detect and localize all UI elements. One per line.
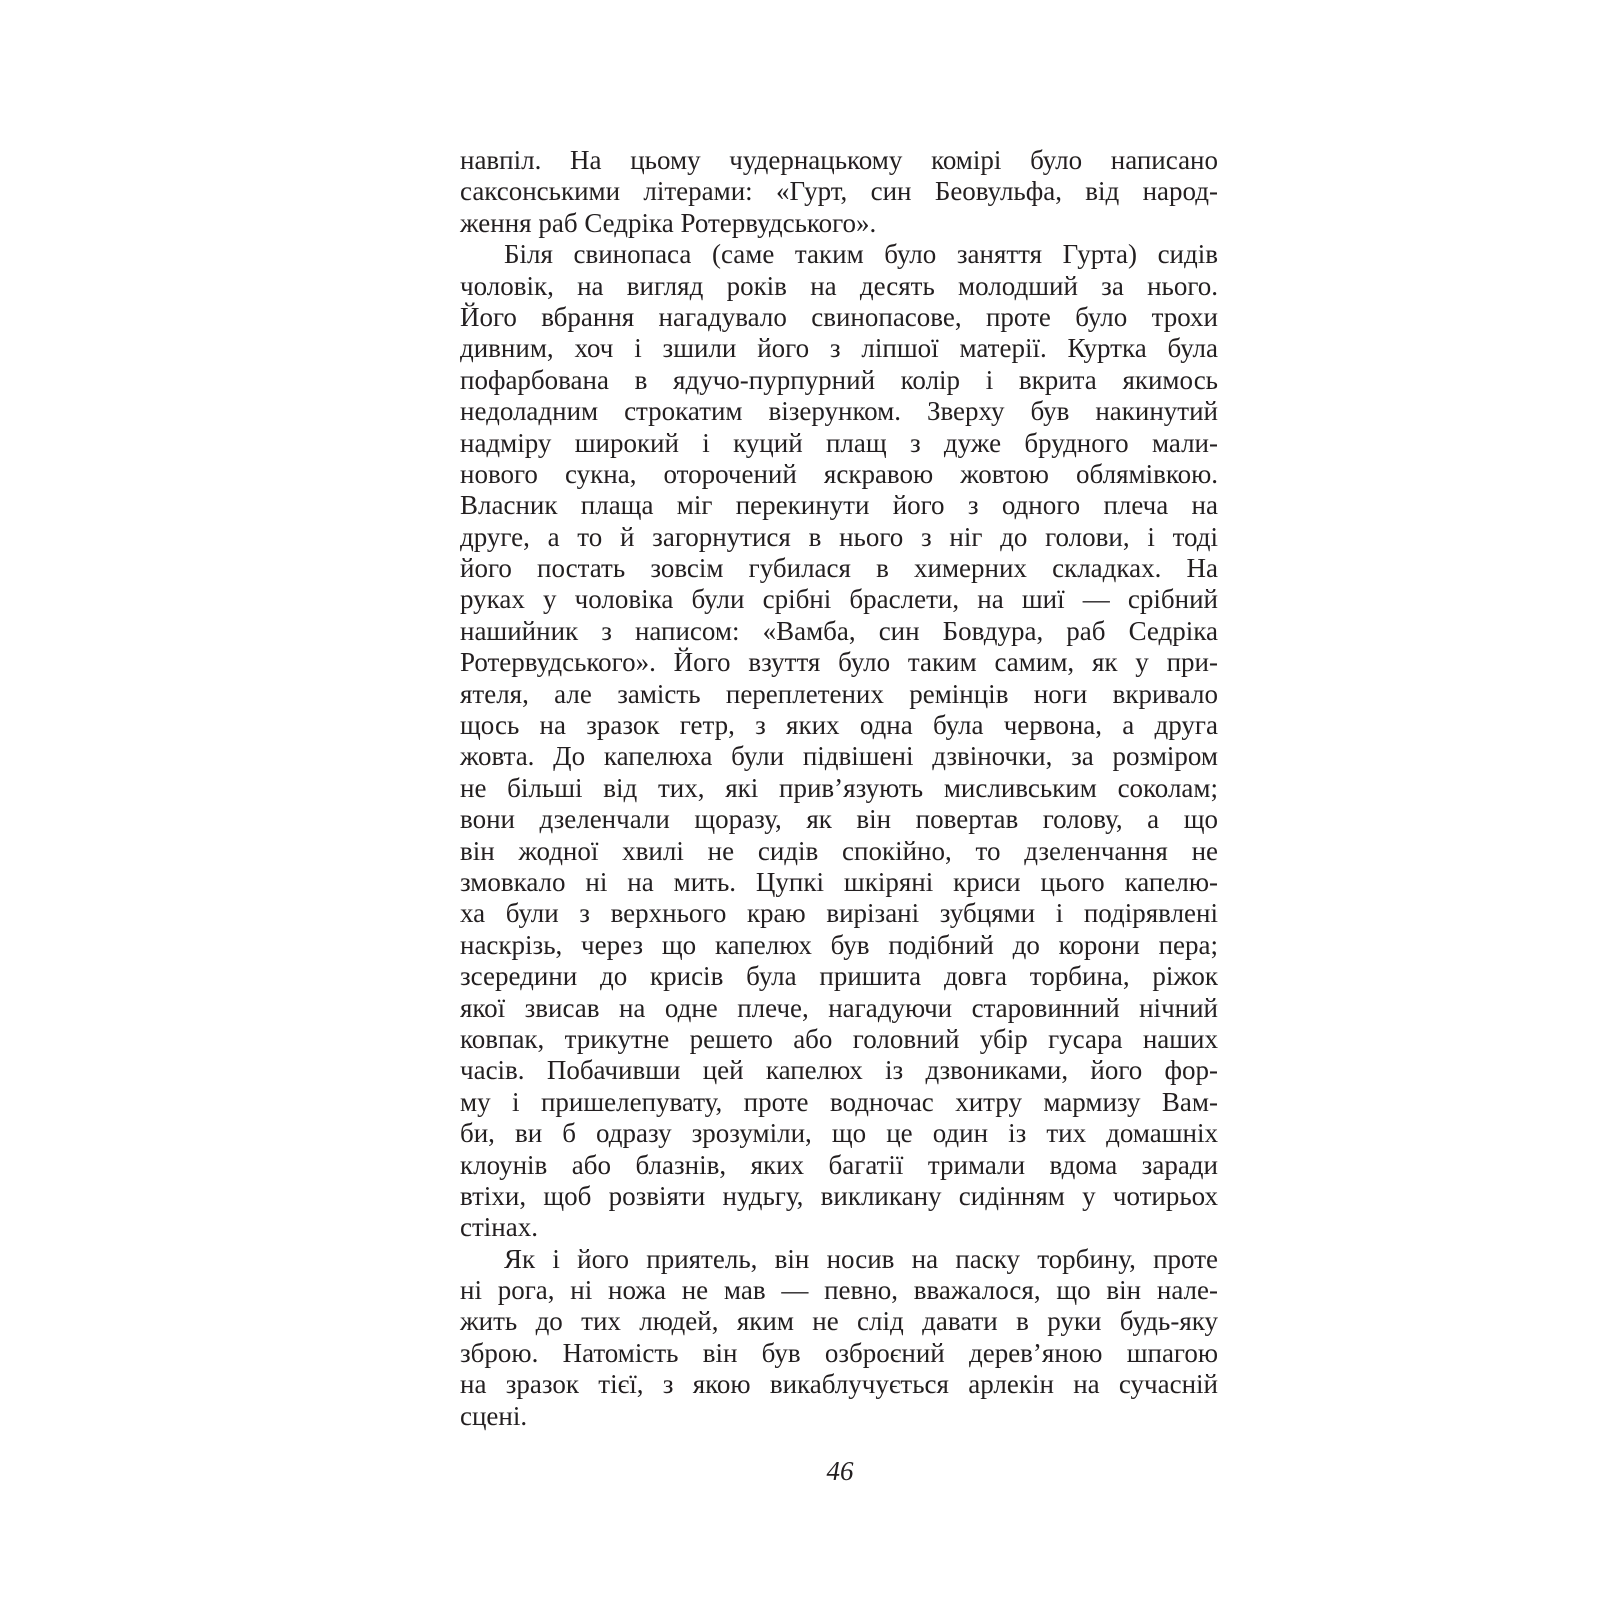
paragraph-3 bbox=[460, 1244, 1218, 1432]
text-line: жовта. До капелюха були підвішені дзвіночки, за розміром bbox=[460, 741, 1218, 772]
text-line: ятеля, але замість переплетених ремінців ноги вкривало bbox=[460, 678, 1218, 709]
paragraph-1 bbox=[460, 145, 1218, 239]
text-line: зброю. Натомість він був озброєний дерев’яною шпагою bbox=[460, 1337, 1218, 1368]
text-line: зсередини до крисів була пришита довга торбина, ріжок bbox=[460, 961, 1218, 992]
text-line: стінах. bbox=[460, 1212, 538, 1243]
text-line: він жодної хвилі не сидів спокійно, то дзеленчання не bbox=[460, 835, 1218, 866]
text-line: змовкало ні на мить. Цупкі шкіряні криси цього капелю- bbox=[460, 866, 1218, 897]
text-line: Як і його приятель, він носив на паску торбину, проте bbox=[504, 1243, 1218, 1274]
text-line: Біля свинопаса (саме таким було заняття Гурта) сидів bbox=[504, 239, 1218, 270]
text-line: нашийник з написом: «Вамба, син Бовдура, раб Седріка bbox=[460, 615, 1218, 646]
text-line: на зразок тієї, з якою викаблучується арлекін на сучасній bbox=[460, 1369, 1218, 1400]
text-line: жить до тих людей, яким не слід давати в руки будь-яку bbox=[460, 1306, 1218, 1337]
text-line: пофарбована в ядучо-пурпурний колір і вкрита якимось bbox=[460, 364, 1218, 395]
text-line: щось на зразок гетр, з яких одна була червона, а друга bbox=[460, 710, 1218, 741]
text-line: Власник плаща міг перекинути його з одного плеча на bbox=[460, 490, 1218, 521]
paragraph-2 bbox=[460, 239, 1218, 1244]
text-line: дивним, хоч і зшили його з ліпшої матерії. Куртка була bbox=[460, 333, 1218, 364]
text-line: нового сукна, оторочений яскравою жовтою облямівкою. bbox=[460, 458, 1218, 489]
body-text bbox=[460, 145, 1218, 1432]
text-line: саксонськими літерами: «Гурт, син Беовульфа, від народ- bbox=[460, 176, 1218, 207]
text-line: ковпак, трикутне решето або головний убір гусара наших bbox=[460, 1023, 1218, 1054]
text-line: би, ви б одразу зрозуміли, що це один із тих домашніх bbox=[460, 1118, 1218, 1149]
text-line: часів. Побачивши цей капелюх із дзвониками, його фор- bbox=[460, 1055, 1218, 1086]
text-line: му і пришелепувату, проте водночас хитру мармизу Вам- bbox=[460, 1086, 1218, 1117]
text-line: клоунів або блазнів, яких багатії тримали вдома заради bbox=[460, 1149, 1218, 1180]
text-line: чоловік, на вигляд років на десять молодший за нього. bbox=[460, 270, 1218, 301]
text-line: не більші від тих, які прив’язують мисливським соколам; bbox=[460, 772, 1218, 803]
text-line: сцені. bbox=[460, 1400, 528, 1431]
text-line: друге, а то й загорнутися в нього з ніг до голови, і тоді bbox=[460, 521, 1218, 552]
text-line: ження раб Седріка Ротервудського». bbox=[460, 207, 877, 238]
page-number: 46 bbox=[826, 1456, 854, 1486]
text-line: ха були з верхнього краю вирізані зубцями і подірявлені bbox=[460, 898, 1218, 929]
text-line: ні рога, ні ножа не мав — певно, вважалося, що він нале- bbox=[460, 1275, 1218, 1306]
text-line: навпіл. На цьому чудернацькому комірі було написано bbox=[460, 145, 1218, 175]
text-line: Ротервудського». Його взуття було таким самим, як у при- bbox=[460, 647, 1218, 678]
text-line: втіхи, щоб розвіяти нудьгу, викликану сидінням у чотирьох bbox=[460, 1180, 1218, 1211]
text-line: наскрізь, через що капелюх був подібний до корони пера; bbox=[460, 929, 1218, 960]
text-line: недоладним строкатим візерунком. Зверху був накинутий bbox=[460, 396, 1218, 427]
text-line: надміру широкий і куций плащ з дуже брудного мали- bbox=[460, 427, 1218, 458]
text-line: Його вбрання нагадувало свинопасове, проте було трохи bbox=[460, 301, 1218, 332]
text-line: якої звисав на одне плече, нагадуючи старовинний нічний bbox=[460, 992, 1218, 1023]
text-line: руках у чоловіка були срібні браслети, на шиї — срібний bbox=[460, 584, 1218, 615]
text-line: його постать зовсім губилася в химерних складках. На bbox=[460, 553, 1218, 584]
text-line: вони дзеленчали щоразу, як він повертав голову, а що bbox=[460, 804, 1218, 835]
